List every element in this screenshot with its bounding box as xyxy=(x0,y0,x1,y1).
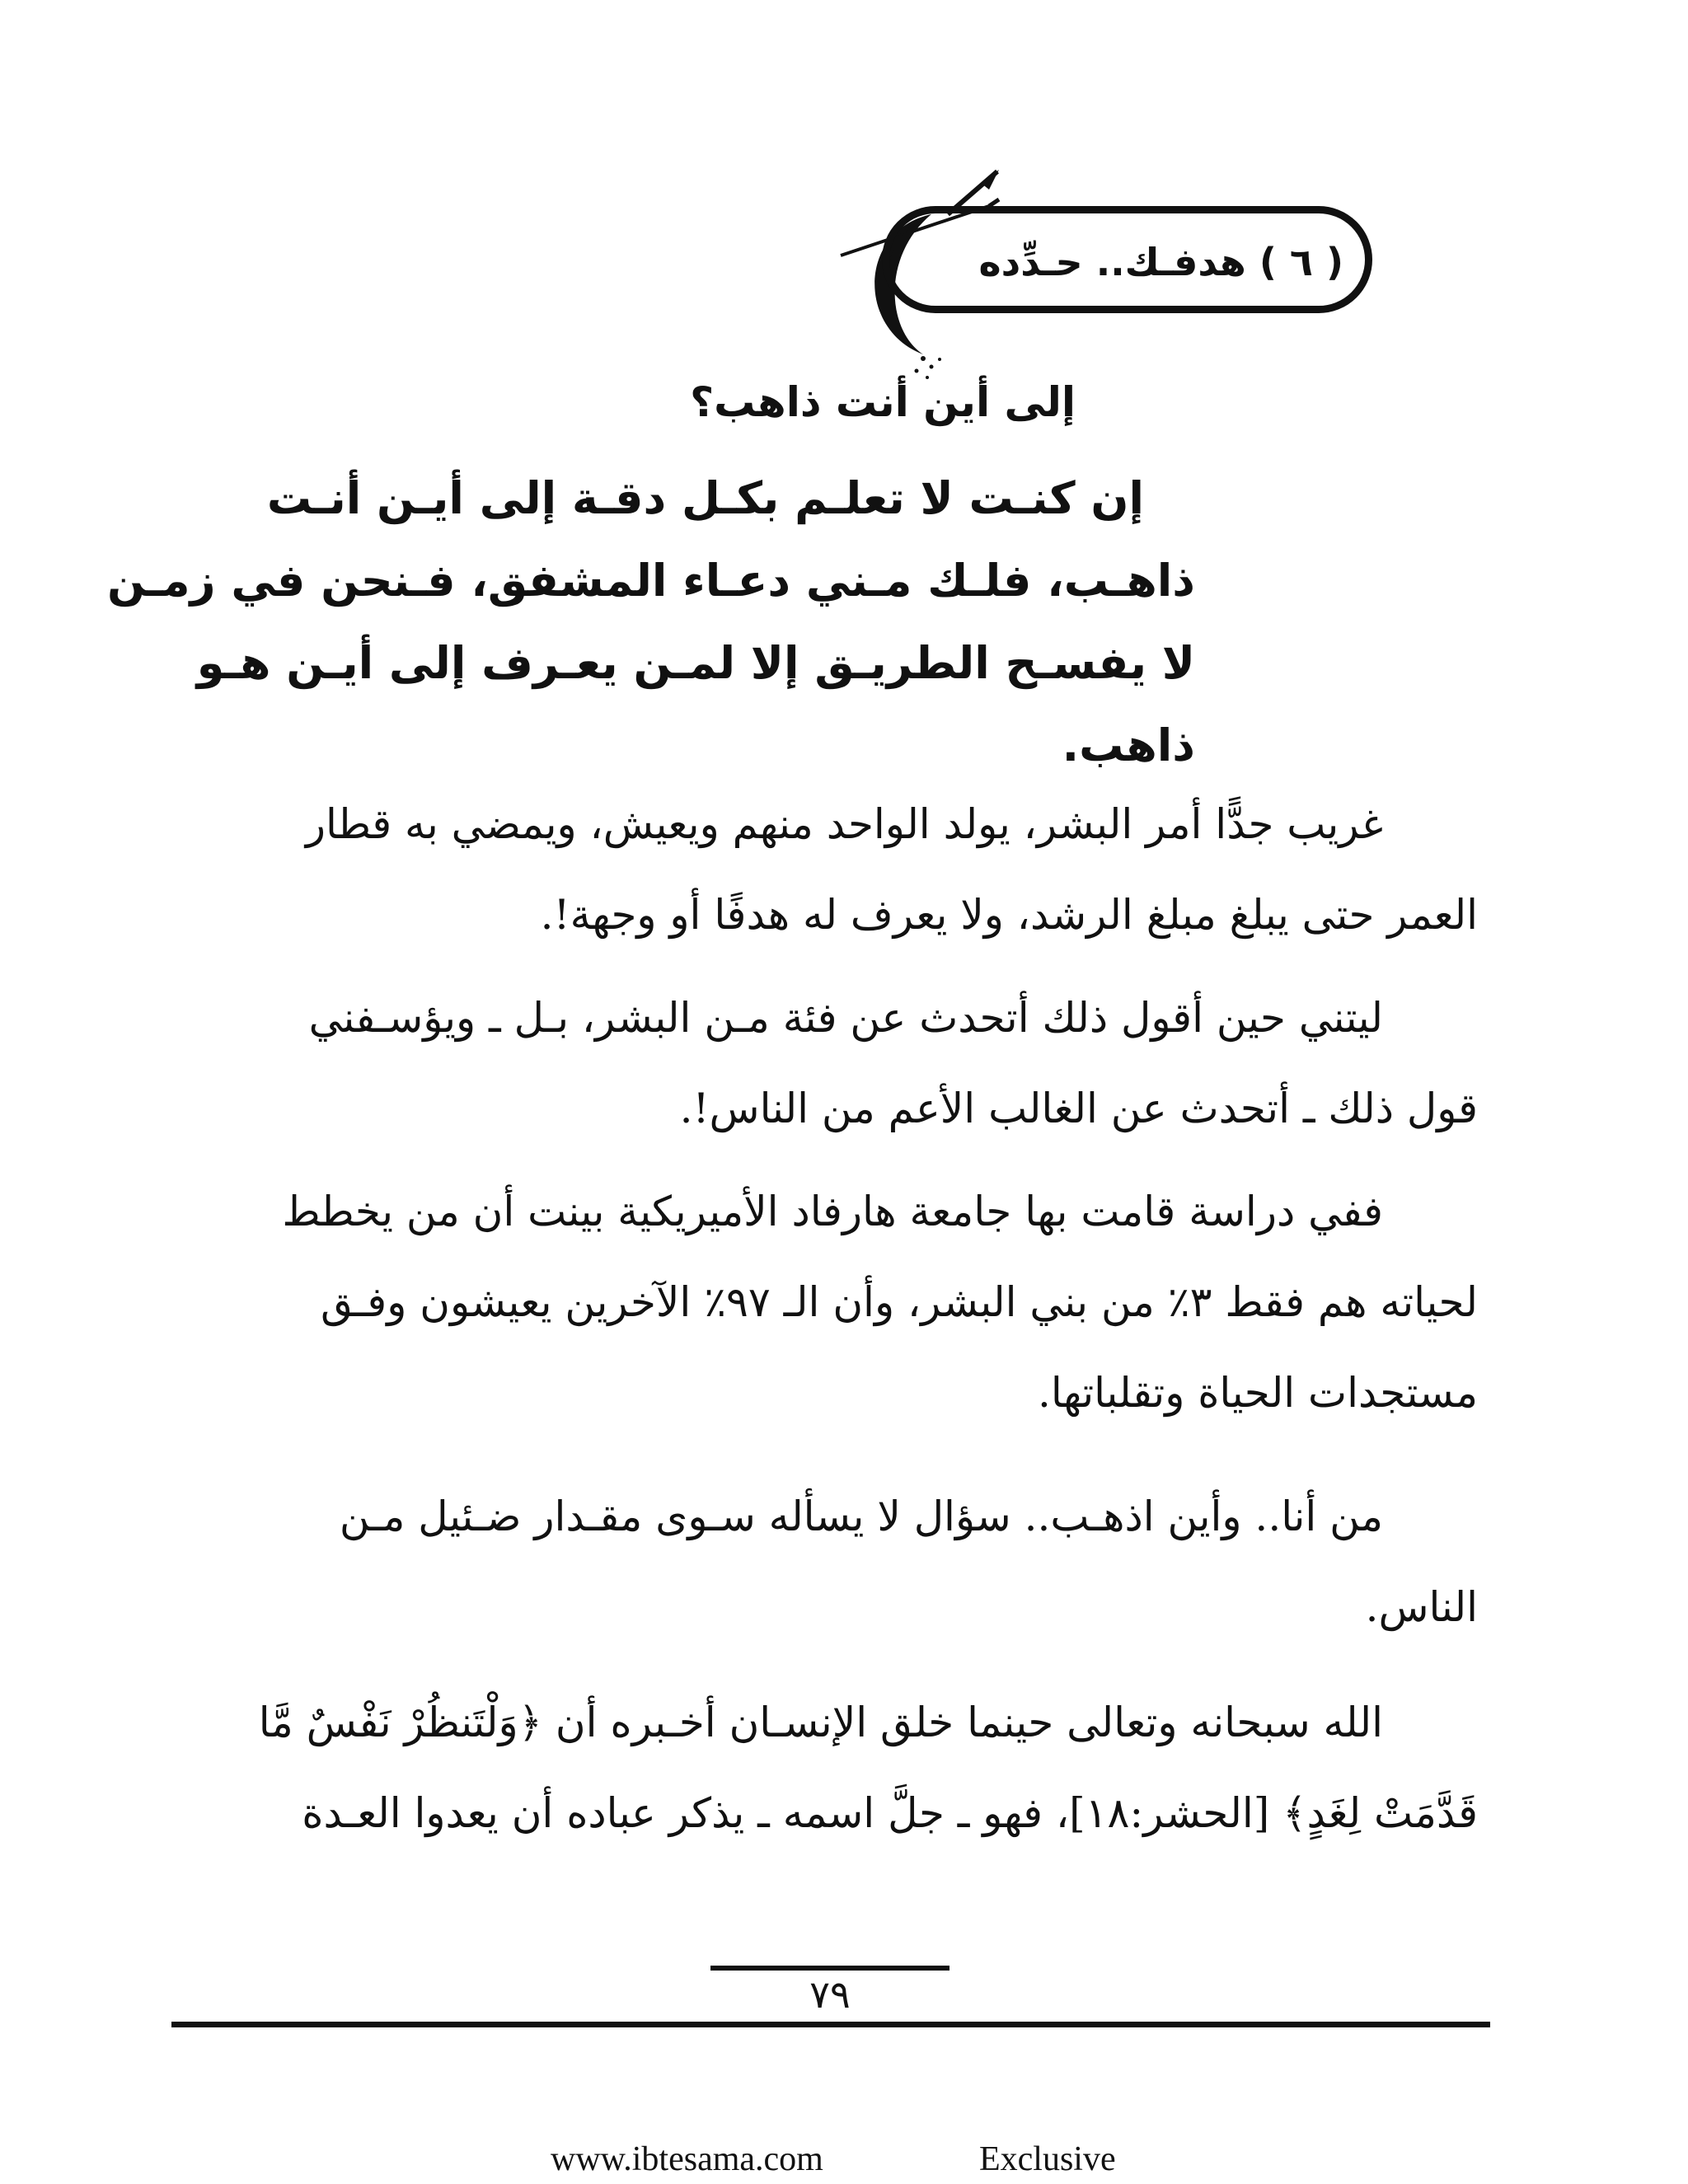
chapter-title-badge xyxy=(824,165,1401,379)
paragraph-line: ففي دراسة قامت بها جامعة هارفاد الأميريكية بينت أن من يخطط xyxy=(282,1188,1383,1235)
bold-quote-line: ذاهـب، فلـك مـني دعـاء المشفق، فـنحن في زمـن xyxy=(107,555,1195,607)
paragraph-line: من أنا.. وأين اذهـب.. سؤال لا يسأله سـوى مقـدار ضـئيل مـن xyxy=(339,1493,1383,1540)
paragraph-line: مستجدات الحياة وتقلباتها. xyxy=(1038,1369,1478,1417)
paragraph-line: قَدَّمَتْ لِغَدٍ﴾ [الحشر:١٨]، فهو ـ جلَّ اسمه ـ يذكر عباده أن يعدوا العـدة xyxy=(302,1789,1478,1837)
bold-quote-line: إن كنـت لا تعلـم بكـل دقـة إلى أيـن أنـت xyxy=(266,472,1144,524)
paragraph-line: الله سبحانه وتعالى حينما خلق الإنسـان أخـبره أن ﴿وَلْتَنظُرْ نَفْسٌ مَّا xyxy=(258,1699,1383,1746)
page-number: ٧٩ xyxy=(809,1972,851,2017)
footer-label: Exclusive xyxy=(979,2140,1116,2178)
paragraph-line: قول ذلك ـ أتحدث عن الغالب الأعم من الناس!. xyxy=(679,1085,1478,1132)
paragraph-line: العمر حتى يبلغ مبلغ الرشد، ولا يعرف له هدفًا أو وجهة!. xyxy=(540,891,1478,939)
footer-website: www.ibtesama.com xyxy=(551,2140,823,2178)
footer-divider xyxy=(171,2022,1490,2027)
bold-quote-line: ذاهب. xyxy=(1062,719,1195,771)
chapter-title: ( ٦ ) هدفـك.. حـدِّده xyxy=(978,240,1343,284)
paragraph-line: لحياته هم فقط ٣٪ من بني البشر، وأن الـ ٩٧٪ الآخرين يعيشون وفـق xyxy=(320,1278,1478,1326)
paragraph-line: الناس. xyxy=(1365,1583,1478,1631)
paragraph-line: ليتني حين أقول ذلك أتحدث عن فئة مـن البشر، بـل ـ ويؤسـفني xyxy=(308,994,1383,1042)
paragraph-line: غريب جدًّا أمر البشر، يولد الواحد منهم ويعيش، ويمضي به قطار xyxy=(305,800,1383,848)
bold-quote-line: لا يفسـح الطريـق إلا لمـن يعـرف إلى أيـن هـو xyxy=(196,637,1195,689)
section-subheading: إلى أين أنت ذاهب؟ xyxy=(690,378,1076,426)
